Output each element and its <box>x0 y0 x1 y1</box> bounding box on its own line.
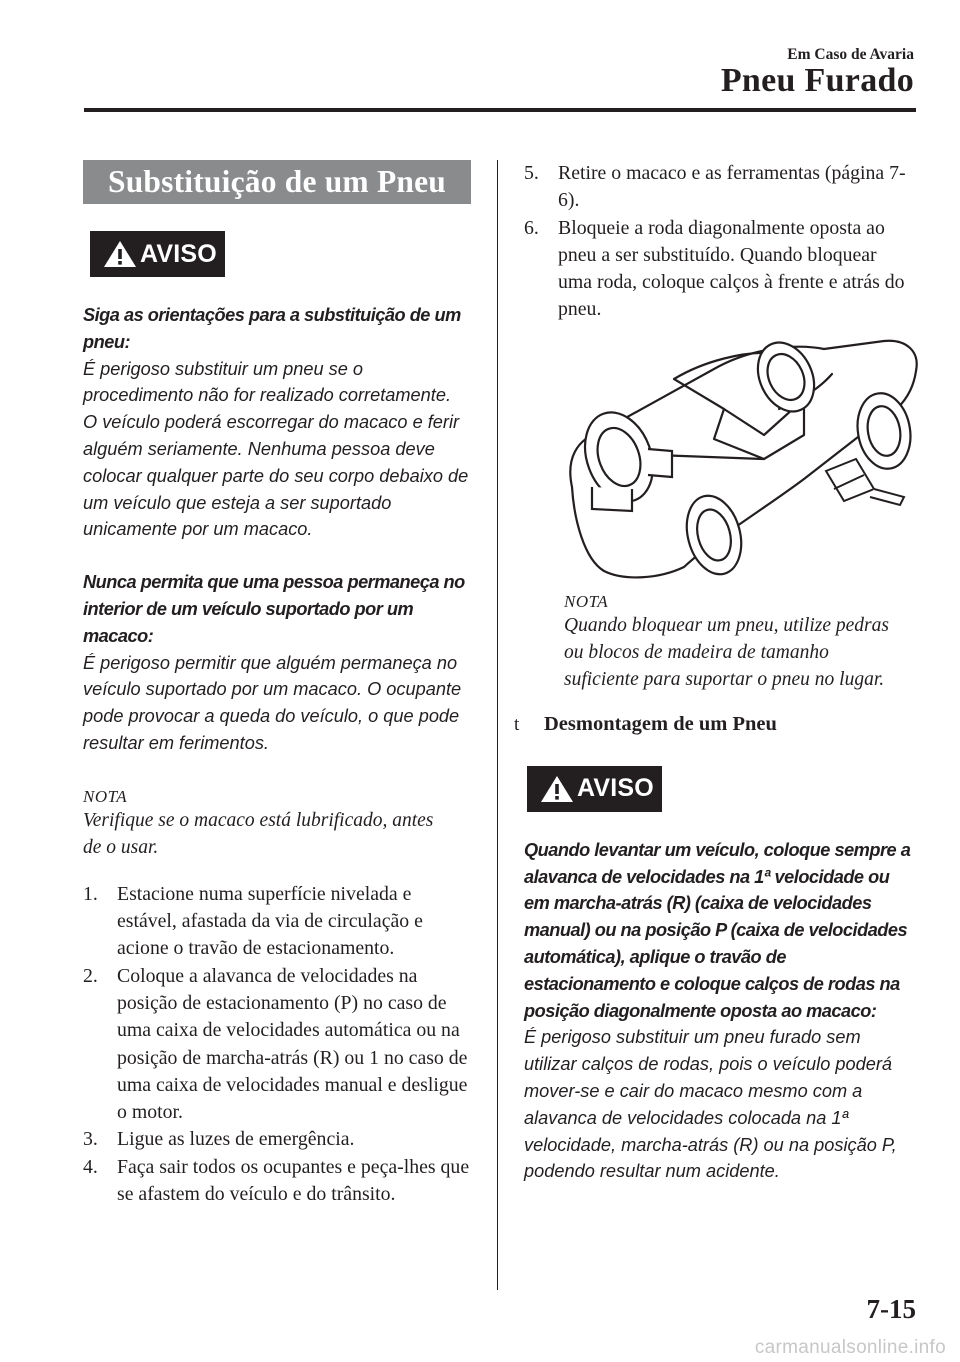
warning-badge-2 <box>527 766 662 812</box>
warning-2-heading: Quando levantar um veículo, coloque sempre a alavanca de velocidades na 1ª velocidade ou em marcha-atrás (R) (caixa de velocidades manual) ou na posição P (caixa de velocidades automática), aplique o travão de estacionamento e coloque calços de rodas na posição diagonalmente oposta ao macaco: <box>524 839 911 1021</box>
warning-2-body: É perigoso substituir um pneu furado sem utilizar calços de rodas, pois o veículo poderá mover-se e cair do macaco mesmo com a alavanca de velocidades colocada na 1ª velocidade, marcha-atrás (R) ou na posição P, podendo resultar num acidente. <box>524 1027 897 1182</box>
note-1-text: Verifique se o macaco está lubrificado, antes de o usar. <box>83 809 434 858</box>
right-column <box>514 160 916 1185</box>
watermark: carmanualsonline.info <box>754 1337 946 1358</box>
warning-triangle-icon <box>102 239 138 269</box>
warning-1-heading-2: Nunca permita que uma pessoa permaneça no interior de um veículo suportado por um macaco: <box>83 572 465 646</box>
step-item: 4. Faça sair todos os ocupantes e peça-lhes que se afastem do veículo e do trânsito. <box>83 1155 470 1206</box>
warning-label: AVISO <box>140 239 217 268</box>
warning-label-2: AVISO <box>577 774 654 803</box>
note-2 <box>564 592 916 693</box>
note-2-text: Quando bloquear um pneu, utilize pedras ou blocos de madeira de tamanho suficiente para suportar o pneu no lugar. <box>564 614 889 690</box>
left-column <box>83 160 473 1208</box>
warning-1-body-2: É perigoso permitir que alguém permaneça no veículo suportado por um macaco. O ocupante pode provocar a queda do veículo, o que pode resultar em ferimentos. <box>83 652 462 753</box>
steps-list-left <box>83 881 475 1209</box>
warning-1-heading: Siga as orientações para a substituição de um pneu: <box>83 305 461 352</box>
running-header-section: Em Caso de Avaria <box>787 46 914 63</box>
section-title: Substituição de um Pneu <box>107 164 447 199</box>
warning-1-body: É perigoso substituir um pneu se o procedimento não for realizado corretamente. O veículo poderá escorregar do macaco e ferir alguém seriamente. Nenhuma pessoa deve colocar qualquer parte do seu corpo debaixo de um veículo que esteja a ser suportado unicamente por um macaco. <box>83 358 469 540</box>
warning-badge <box>90 231 225 277</box>
subsection-bullet: t <box>514 713 520 735</box>
section-title-band <box>83 160 471 204</box>
page-number: 7-15 <box>866 1294 916 1324</box>
car-jack-illustration <box>564 339 924 584</box>
step-item: 3. Ligue as luzes de emergência. <box>83 1128 355 1151</box>
column-divider <box>497 160 498 1290</box>
note-1-heading: NOTA <box>83 786 128 806</box>
running-header-title: Pneu Furado <box>720 62 914 99</box>
step-item: 2. Coloque a alavanca de velocidades na posição de estacionamento (P) no caso de uma caixa de velocidades automática ou na posição de marcha-atrás (R) ou 1 no caso de uma caixa de velocidades manual e desligue o motor. <box>83 964 468 1124</box>
note-2-heading: NOTA <box>564 591 609 611</box>
step-item: 6. Bloqueie a roda diagonalmente oposta ao pneu a ser substituído. Quando bloquear uma roda, coloque calços à frente e atrás do pneu. <box>524 216 905 321</box>
step-item: 1. Estacione numa superfície nivelada e estável, afastada da via de circulação e acione o travão de estacionamento. <box>83 882 423 960</box>
header-rule <box>84 108 916 112</box>
warning-triangle-icon <box>539 774 575 804</box>
warning-text-2 <box>524 837 916 1185</box>
step-item: 5. Retire o macaco e as ferramentas (página 7-6). <box>524 162 906 212</box>
note-1 <box>83 787 473 861</box>
subsection-heading <box>514 713 916 736</box>
subsection-title: Desmontagem de um Pneu <box>544 712 777 735</box>
warning-text-1 <box>83 302 469 757</box>
steps-list-right <box>524 160 914 324</box>
